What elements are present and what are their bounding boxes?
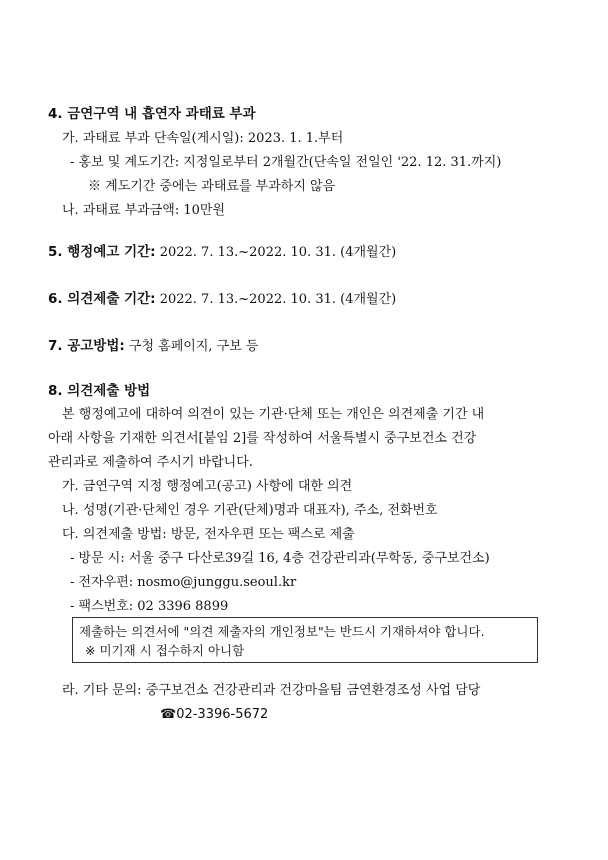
section-4-grace-note: ※ 계도기간 중에는 과태료를 부과하지 않음 [88, 179, 336, 194]
section-8-paragraph-line-2: 아래 사항을 기재한 의견서[붙임 2]를 작성하여 서울특별시 중구보건소 건강 [48, 431, 477, 446]
section-7-value: 구청 홈페이지, 구보 등 [124, 339, 259, 354]
section-6-label: 6. 의견제출 기간: [48, 291, 156, 307]
section-8-item-da: 다. 의견제출 방법: 방문, 전자우편 또는 팩스로 제출 [62, 527, 355, 542]
section-7-label: 7. 공고방법: [48, 338, 125, 354]
contact-phone: ☎02-3396-5672 [160, 707, 269, 722]
section-8-fax: - 팩스번호: 02 3396 8899 [70, 599, 229, 614]
notice-line-2: ※ 미기재 시 접수하지 아니함 [85, 643, 245, 658]
personal-info-notice-box [72, 617, 538, 663]
section-6 [48, 291, 396, 308]
section-8-heading: 8. 의견제출 방법 [48, 383, 151, 399]
section-4-item-na: 나. 과태료 부과금액: 10만원 [62, 203, 226, 218]
section-8-item-ra: 라. 기타 문의: 중구보건소 건강관리과 건강마을팀 금연환경조성 사업 담당 [62, 683, 481, 698]
section-4-item-ga: 가. 과태료 부과 단속일(게시일): 2023. 1. 1.부터 [62, 131, 344, 146]
section-7 [48, 338, 258, 355]
section-8-paragraph-line-1: 본 행정예고에 대하여 의견이 있는 기관·단체 또는 개인은 의견제출 기간 내 [62, 407, 485, 422]
notice-line-1: 제출하는 의견서에 "의견 제출자의 개인정보"는 반드시 기재하셔야 합니다. [79, 624, 485, 639]
section-4-heading: 4. 금연구역 내 흡연자 과태료 부과 [48, 106, 256, 122]
section-8-visit-address: - 방문 시: 서울 중구 다산로39길 16, 4층 건강관리과(무학동, 중구보건소) [70, 551, 490, 566]
section-8-item-ga: 가. 금연구역 지정 행정예고(공고) 사항에 대한 의견 [62, 479, 353, 494]
section-4-grace-period: - 홍보 및 계도기간: 지정일로부터 2개월간(단속일 전일인 '22. 12. 31.까지) [70, 155, 502, 170]
section-8-email: - 전자우편: nosmo@junggu.seoul.kr [70, 575, 297, 590]
section-5 [48, 244, 396, 261]
section-5-value: 2022. 7. 13.~2022. 10. 31. (4개월간) [155, 245, 397, 260]
section-5-label: 5. 행정예고 기간: [48, 244, 156, 260]
section-8-paragraph-line-3: 관리과로 제출하여 주시기 바랍니다. [48, 455, 253, 470]
section-6-value: 2022. 7. 13.~2022. 10. 31. (4개월간) [155, 292, 397, 307]
section-8-item-na: 나. 성명(기관·단체인 경우 기관(단체)명과 대표자), 주소, 전화번호 [62, 503, 438, 518]
